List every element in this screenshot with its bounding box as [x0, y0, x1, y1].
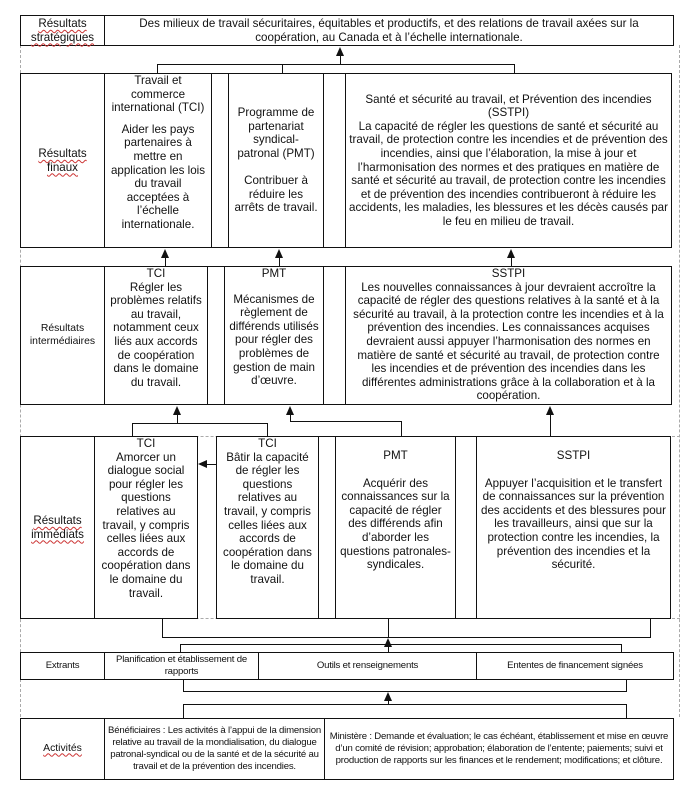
final-sstpi-title: Santé et sécurité au travail, et Prévention des incendies (SSTPI) [365, 92, 652, 120]
strategic-label-cell [20, 15, 105, 46]
immediate-pmt-title: PMT [383, 449, 408, 462]
intermediate-tci-text: Régler les problèmes relatifs au travail, notamment ceux liés aux accords de coopération dans le domaine du travail. [110, 280, 202, 389]
intermediate-label: Résultats intermédiaires [29, 322, 96, 347]
activities-label-cell [20, 718, 105, 780]
outputs-label: Extrants [45, 660, 80, 671]
output-agreements: Ententes de financement signées [507, 660, 643, 671]
connector-line [267, 423, 268, 437]
immediate-tci2-cell [216, 436, 319, 619]
connector-line [550, 414, 551, 437]
final-sstpi-text: La capacité de régler les questions de santé et sécurité au travail, de protection contre les incendies et de prévention des incendies, ainsi que l’élaboration, la mise à jour et l’harmonisation des normes et des pratiques en matière de santé et sécurité au travail, de protection contre les incendies et de prévention des incendies contribueront à réduire les accidents, les maladies, les blessures et les décès causés par le feu en milieu de travail. [349, 119, 668, 228]
immediate-sstpi-cell [476, 436, 671, 619]
immediate-pmt-cell [335, 436, 456, 619]
intermediate-sstpi-title: SSTPI [491, 267, 526, 280]
connector-line [388, 618, 389, 638]
immediate-sstpi-text: Appuyer l’acquisition et le transfert de connaissances sur la prévention des accidents et des blessures pour les travailleurs, ainsi que sur la protection contre les incendies, la prévention des incendies et la sécurité. [481, 476, 666, 572]
output-planning: Planification et établissement de rapports [116, 654, 247, 677]
final-spacer-1 [211, 73, 229, 248]
immediate-label-cell [20, 436, 95, 619]
immediate-spacer-1 [318, 436, 336, 619]
activities-ministry-text: Ministère : Demande et évaluation; le cas échéant, établissement et mise en œuvre d’un comité de révision; approbation; élaboration de l’entente; paiements; suivi et production de rapports sur les finances et le rendement; modifications; et clôture. [329, 731, 669, 766]
frame-right-dashed [679, 45, 680, 717]
final-label-cell [20, 73, 105, 248]
immediate-tci2-text: Bâtir la capacité de régler les questions relatives au travail, y compris celles liées aux accords de coopération dans le domaine du travail. [223, 450, 312, 586]
outputs-label-cell [20, 652, 105, 680]
immediate-tci1-text: Amorcer un dialogue social pour régler les questions relatives au travail, y compris celles liées aux accords de coopération dans le domaine du travail. [101, 450, 191, 600]
final-sstpi-cell [345, 73, 672, 248]
final-pmt-title: Programme de partenariat syndical-patronal (PMT) [237, 105, 315, 160]
connector-line [183, 691, 627, 692]
final-pmt-text: Contribuer à réduire les arrêts de travail. [234, 174, 318, 215]
final-tci-text: Aider les pays partenaires à mettre en application les lois du travail acceptées à l’échelle internationale. [110, 122, 206, 231]
immediate-tci2-title: TCI [258, 437, 277, 450]
connector-line [650, 618, 651, 638]
intermediate-pmt-text: Mécanismes de règlement de différends utilisés pour régler des problèmes de gestion de main d’œuvre. [229, 292, 319, 388]
connector-line [162, 618, 163, 638]
intermediate-sstpi-cell [345, 266, 672, 405]
intermediate-tci-title: TCI [146, 267, 166, 280]
strategic-outcome-text: Des milieux de travail sécuritaires, équitables et productifs, et des relations de travail axées sur la coopération, au Canada et à l’échelle internationale. [139, 16, 639, 44]
connector-line [626, 680, 627, 692]
final-tci-cell [104, 73, 212, 248]
connector-line [183, 704, 627, 705]
final-tci-title: Travail et commerce international (TCI) [111, 74, 205, 115]
immediate-sstpi-title: SSTPI [556, 449, 591, 462]
connector-line [626, 704, 627, 719]
connector-line [183, 680, 184, 692]
immediate-tci1-cell [94, 436, 198, 619]
strategic-label: Résultats stratégiques [30, 16, 95, 44]
intermediate-pmt-title: PMT [261, 267, 287, 280]
connector-line [180, 644, 622, 645]
activities-beneficiaries-text: Bénéficiaires : Les activités à l’appui de la dimension relative au travail de la mondialisation, du dialogue patronal-syndical ou de la santé et de la sécurité au travail et de la prévention des incendies. [108, 725, 321, 772]
connector-line [401, 421, 402, 437]
final-pmt-cell [228, 73, 324, 248]
output-tools-cell [258, 652, 477, 680]
connector-line [157, 64, 515, 65]
immediate-label: Résultats immédiats [31, 513, 84, 541]
output-tools: Outils et renseignements [316, 660, 419, 671]
intermediate-sstpi-text: Les nouvelles connaissances à jour devraient accroître la capacité de régler des questions relatives à la santé et à la sécurité au travail, à la protection contre les incendies et à la prévention des incendies. Les connaissances acquises devraient aussi appuyer l’harmonisation des normes en matière de santé et sécurité au travail, de protection contre les incendies et de prévention des incendies dans les différentes administrations grâce à la collaboration et à la coopération. [353, 280, 664, 403]
final-label: Résultats finaux [38, 146, 87, 174]
connector-line [162, 637, 651, 638]
immediate-tci1-title: TCI [136, 437, 156, 450]
activities-label: Activités [43, 742, 82, 754]
strategic-outcome-cell [104, 15, 674, 46]
immediate-spacer-2 [455, 436, 477, 619]
intermediate-pmt-cell [224, 266, 324, 405]
activities-beneficiaries-cell [104, 718, 325, 780]
connector-line [183, 704, 184, 719]
output-planning-cell [104, 652, 259, 680]
intermediate-spacer-1 [207, 266, 225, 405]
intermediate-tci-cell [104, 266, 208, 405]
connector-line [132, 423, 133, 437]
connector-line [132, 423, 268, 424]
connector-line [290, 421, 402, 422]
immediate-pmt-text: Acquérir des connaissances sur la capacité de régler des différends afin d’aborder les questions patronales-syndicales. [340, 476, 451, 572]
intermediate-spacer-2 [323, 266, 346, 405]
activities-ministry-cell [324, 718, 674, 780]
output-agreements-cell [476, 652, 674, 680]
final-spacer-2 [323, 73, 346, 248]
intermediate-label-cell [20, 266, 105, 405]
